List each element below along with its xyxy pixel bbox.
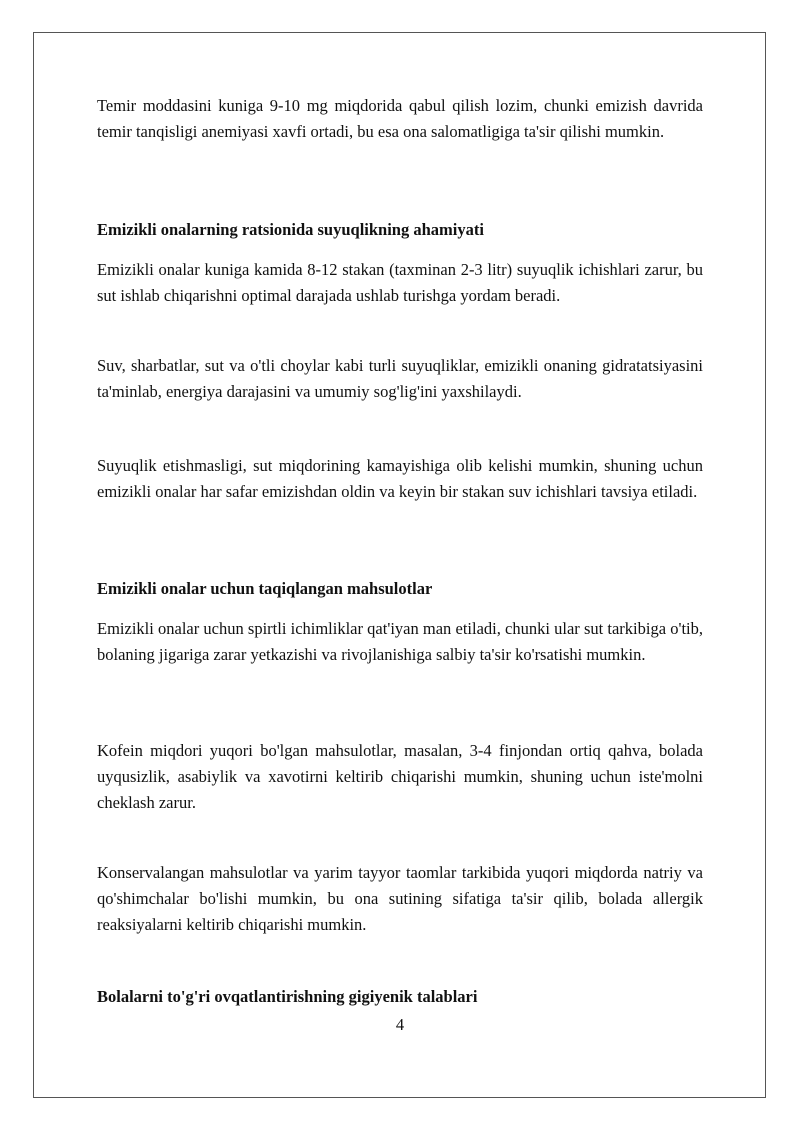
paragraph-fluid-amount: Emizikli onalar kuniga kamida 8-12 stakan (taxminan 2-3 litr) suyuqlik ichishlari zarur, bu sut ishlab chiqarishni optimal darajada ushlab turishga yordam beradi. (97, 260, 703, 305)
page-number: 4 (395, 1015, 405, 1034)
heading-hygiene-requirements: Bolalarni to'g'ri ovqatlantirishning gigiyenik talablari (97, 987, 478, 1006)
paragraph-fluid-types: Suv, sharbatlar, sut va o'tli choylar kabi turli suyuqliklar, emizikli onaning gidratatsiyasini ta'minlab, energiya darajasini va umumiy sog'lig'ini yaxshilaydi. (97, 356, 703, 401)
page-frame (33, 32, 766, 1098)
paragraph-canned-food: Konservalangan mahsulotlar va yarim tayyor taomlar tarkibida yuqori miqdorda natriy va qo'shimchalar bo'lishi mumkin, bu ona sutining sifatiga ta'sir qilib, bolada allergik reaksiyalarni keltirib chiqarishi mumkin. (97, 863, 703, 934)
heading-fluid-importance: Emizikli onalarning ratsionida suyuqlikning ahamiyati (97, 220, 484, 239)
paragraph-caffeine: Kofein miqdori yuqori bo'lgan mahsulotlar, masalan, 3-4 finjondan ortiq qahva, bolada uyqusizlik, asabiylik va xavotirni keltirib chiqarishi mumkin, shuning uchun iste'molni cheklash zarur. (97, 741, 703, 812)
paragraph-iron-intake: Temir moddasini kuniga 9-10 mg miqdorida qabul qilish lozim, chunki emizish davrida temir tanqisligi anemiyasi xavfi ortadi, bu esa ona salomatligiga ta'sir qilishi mumkin. (97, 96, 703, 141)
heading-forbidden-products: Emizikli onalar uchun taqiqlangan mahsulotlar (97, 579, 433, 598)
paragraph-fluid-deficiency: Suyuqlik etishmasligi, sut miqdorining kamayishiga olib kelishi mumkin, shuning uchun emizikli onalar har safar emizishdan oldin va keyin bir stakan suv ichishlari tavsiya etiladi. (97, 456, 703, 501)
paragraph-alcohol: Emizikli onalar uchun spirtli ichimliklar qat'iyan man etiladi, chunki ular sut tarkibiga o'tib, bolaning jigariga zarar yetkazishi va rivojlanishiga salbiy ta'sir ko'rsatishi mumkin. (97, 619, 703, 664)
